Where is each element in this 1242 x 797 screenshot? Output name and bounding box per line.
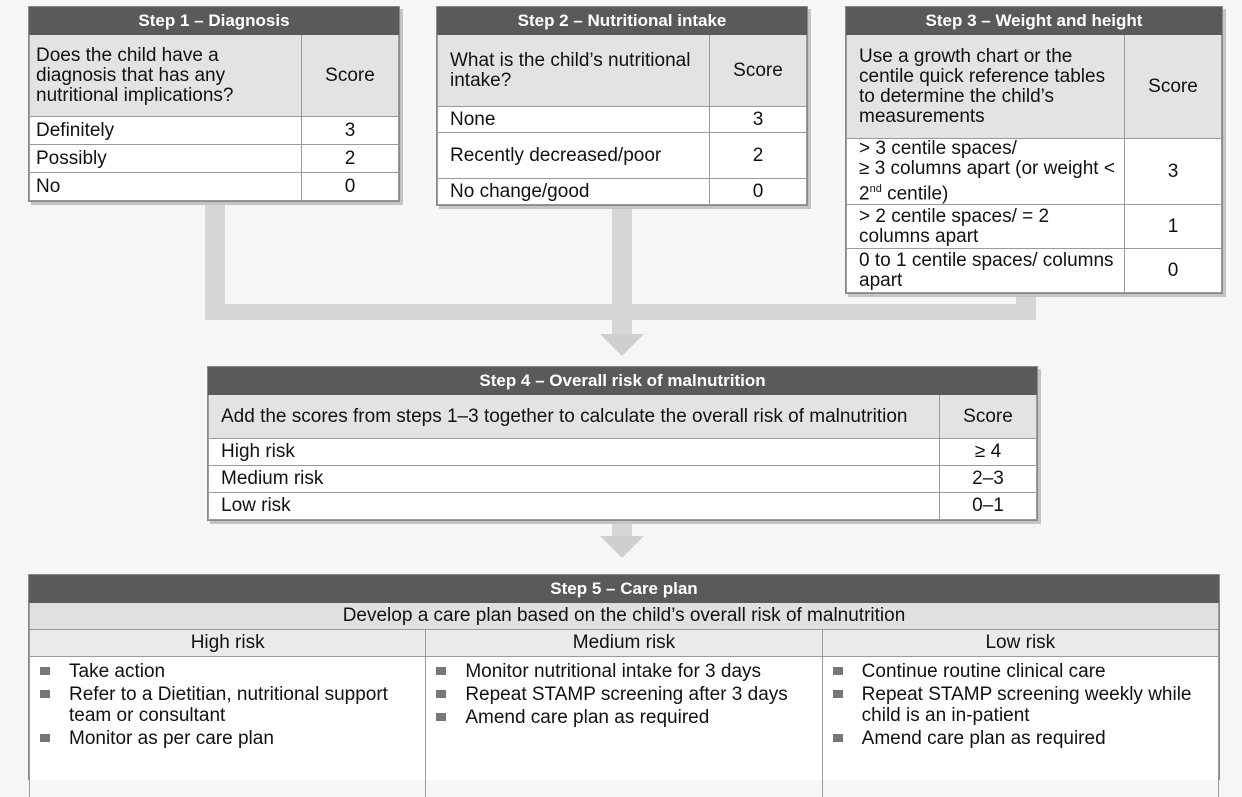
step4-row-label: Low risk [209, 493, 940, 520]
step1-row-score: 2 [302, 145, 399, 173]
step2-table [436, 6, 808, 206]
square-bullet-icon [40, 690, 50, 698]
list-item-text: Take action [69, 661, 166, 682]
list-item-text: Repeat STAMP screening weekly while child is an in-patient [861, 684, 1192, 726]
step1-table [28, 6, 400, 202]
arrow-to-step4-icon [600, 334, 644, 356]
step3-row-score: 0 [1125, 249, 1222, 293]
list-item-text: Continue routine clinical care [861, 661, 1106, 682]
step2-question: What is the child’s nutritional intake? [438, 35, 710, 107]
step3-row-score: 1 [1125, 205, 1222, 249]
step2-row-score: 0 [710, 179, 807, 205]
step1-question: Does the child have a diagnosis that has any nutritional implications? [30, 35, 302, 117]
step4-score-label: Score [940, 395, 1037, 439]
step4-table [207, 366, 1038, 521]
step3-row-score: 3 [1125, 139, 1222, 205]
step3-row-label-part: ≥ 3 columns apart (or weight < 2 [859, 158, 1115, 205]
step3-row-label [847, 139, 1125, 205]
list-item [434, 684, 815, 705]
care-plan-heading: High risk [30, 630, 426, 657]
step2-row-label: No change/good [438, 179, 710, 205]
care-plan-column-low [822, 657, 1218, 797]
step1-row-label: No [30, 173, 302, 201]
care-plan-heading: Low risk [822, 630, 1218, 657]
step5-title: Step 5 – Care plan [30, 576, 1219, 603]
list-item [38, 728, 419, 749]
step4-question: Add the scores from steps 1–3 together to calculate the overall risk of malnutrition [209, 395, 940, 439]
step1-row-score: 3 [302, 117, 399, 145]
list-item [831, 684, 1212, 726]
step3-score-label: Score [1125, 35, 1222, 139]
list-item [38, 684, 419, 726]
connector-to-step5 [612, 518, 632, 538]
step5-table [28, 574, 1220, 780]
square-bullet-icon [833, 690, 843, 698]
connector-step1 [205, 200, 225, 320]
step1-score-label: Score [302, 35, 399, 117]
step4-row-score: 0–1 [940, 493, 1037, 520]
step3-row-label: > 2 centile spaces/ = 2 columns apart [847, 205, 1125, 249]
step4-title: Step 4 – Overall risk of malnutrition [209, 368, 1037, 395]
list-item [831, 661, 1212, 682]
step1-row-score: 0 [302, 173, 399, 201]
list-item [38, 661, 419, 682]
list-item-text: Repeat STAMP screening after 3 days [465, 684, 788, 705]
square-bullet-icon [436, 713, 446, 721]
list-item-text: Refer to a Dietitian, nutritional support team or consultant [69, 684, 388, 726]
step3-title: Step 3 – Weight and height [847, 8, 1222, 35]
list-item [434, 661, 815, 682]
step3-table [845, 6, 1223, 294]
step4-row-label: Medium risk [209, 466, 940, 493]
step3-row-label-sup: nd [869, 183, 882, 195]
step4-row-label: High risk [209, 439, 940, 466]
step1-row-label: Definitely [30, 117, 302, 145]
list-item [434, 707, 815, 728]
list-item-text: Amend care plan as required [861, 728, 1106, 749]
square-bullet-icon [436, 667, 446, 675]
square-bullet-icon [833, 734, 843, 742]
list-item-text: Monitor nutritional intake for 3 days [465, 661, 762, 682]
step3-row-label: 0 to 1 centile spaces/ columns apart [847, 249, 1125, 293]
square-bullet-icon [40, 734, 50, 742]
list-item-text: Amend care plan as required [465, 707, 710, 728]
step3-question: Use a growth chart or the centile quick reference tables to determine the child’s measurements [847, 35, 1125, 139]
step2-row-score: 3 [710, 107, 807, 133]
step4-row-score: ≥ 4 [940, 439, 1037, 466]
square-bullet-icon [40, 667, 50, 675]
arrow-to-step5-icon [600, 536, 644, 558]
list-item-text: Monitor as per care plan [69, 728, 274, 749]
step2-row-label: Recently decreased/poor [438, 133, 710, 179]
connector-step2 [612, 200, 632, 320]
square-bullet-icon [436, 690, 446, 698]
step2-row-label: None [438, 107, 710, 133]
care-plan-column-medium [426, 657, 822, 797]
step4-row-score: 2–3 [940, 466, 1037, 493]
step2-row-score: 2 [710, 133, 807, 179]
step2-title: Step 2 – Nutritional intake [438, 8, 807, 35]
list-item [831, 728, 1212, 749]
care-plan-heading: Medium risk [426, 630, 822, 657]
step2-score-label: Score [710, 35, 807, 107]
step3-row-label-part: > 3 centile spaces/ [859, 138, 1017, 159]
square-bullet-icon [833, 667, 843, 675]
step5-subtitle: Develop a care plan based on the child’s overall risk of malnutrition [30, 603, 1219, 630]
care-plan-column-high [30, 657, 426, 797]
step3-row-label-part: centile) [881, 183, 949, 205]
step1-title: Step 1 – Diagnosis [30, 8, 399, 35]
step1-row-label: Possibly [30, 145, 302, 173]
